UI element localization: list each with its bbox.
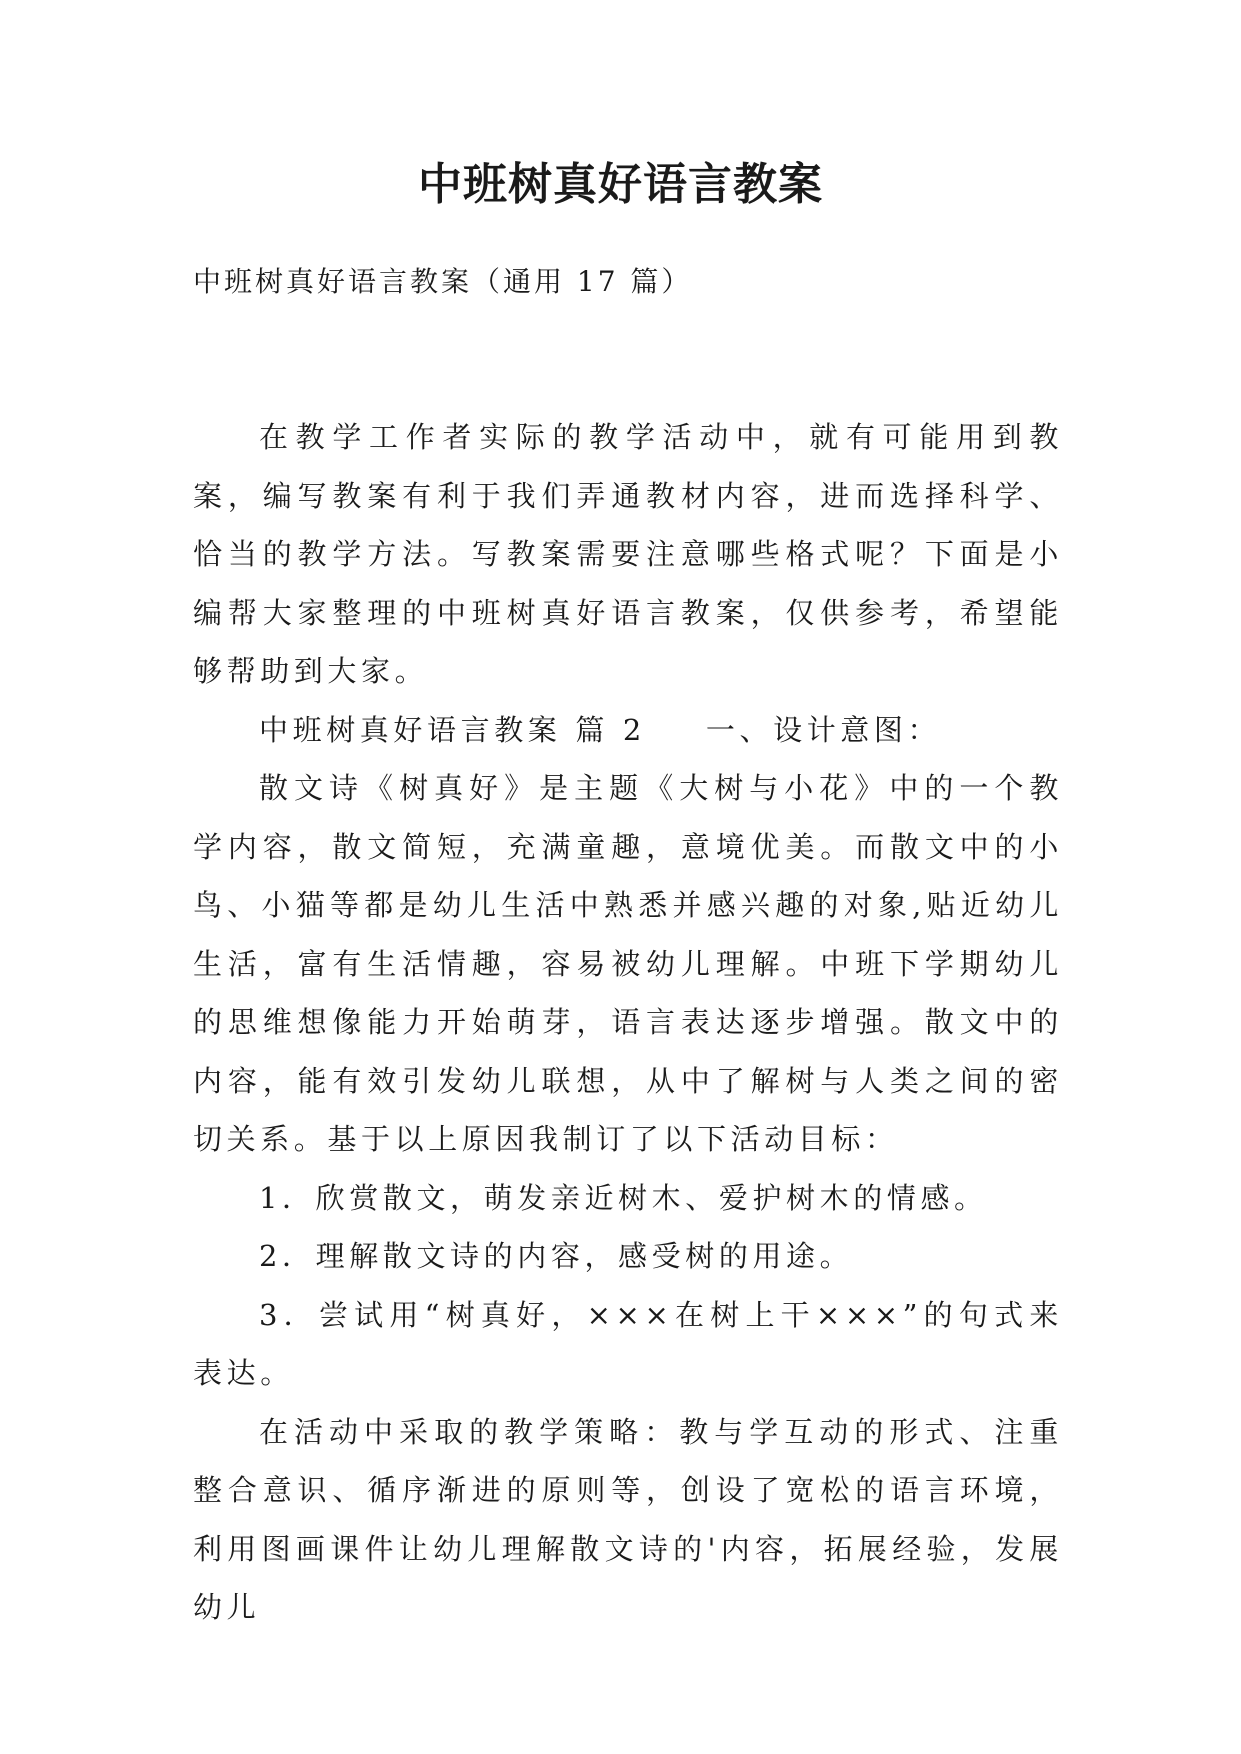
section-heading-part: 一、设计意图：	[705, 712, 942, 747]
section-heading-name: 中班树真好语言教案	[259, 712, 562, 747]
section-heading-line	[193, 701, 1063, 760]
document-body	[193, 408, 1063, 1637]
goal-item-3: 3．尝试用“树真好，×××在树上干×××”的句式来表达。	[193, 1297, 1063, 1390]
intro-paragraph: 在教学工作者实际的教学活动中，就有可能用到教案，编写教案有利于我们弄通教材内容，进而选择科学、恰当的教学方法。写教案需要注意哪些格式呢？下面是小编帮大家整理的中班树真好语言教案，仅供参考，希望能够帮助到大家。	[193, 420, 1063, 688]
paragraph-strategy: 在活动中采取的教学策略：教与学互动的形式、注重整合意识、循序渐进的原则等，创设了宽松的语言环境，利用图画课件让幼儿理解散文诗的'内容，拓展经验，发展幼儿	[193, 1414, 1063, 1624]
goal-item-2: 2．理解散文诗的内容，感受树的用途。	[259, 1239, 854, 1273]
paragraph-design-intent: 散文诗《树真好》是主题《大树与小花》中的一个教学内容，散文简短，充满童趣，意境优美。而散文中的小鸟、小猫等都是幼儿生活中熟悉并感兴趣的对象,贴近幼儿生活，富有生活情趣，容易被幼儿理解。中班下学期幼儿的思维想像能力开始萌芽，语言表达逐步增强。散文中的内容，能有效引发幼儿联想，从中了解树与人类之间的密切关系。基于以上原因我制订了以下活动目标：	[193, 771, 1063, 1156]
section-heading-number: 篇 2	[575, 712, 646, 747]
goal-item-1: 1．欣赏散文，萌发亲近树木、爱护树木的情感。	[259, 1180, 988, 1215]
document-subtitle: 中班树真好语言教案（通用 17 篇）	[193, 265, 693, 298]
document-title: 中班树真好语言教案	[418, 159, 823, 210]
